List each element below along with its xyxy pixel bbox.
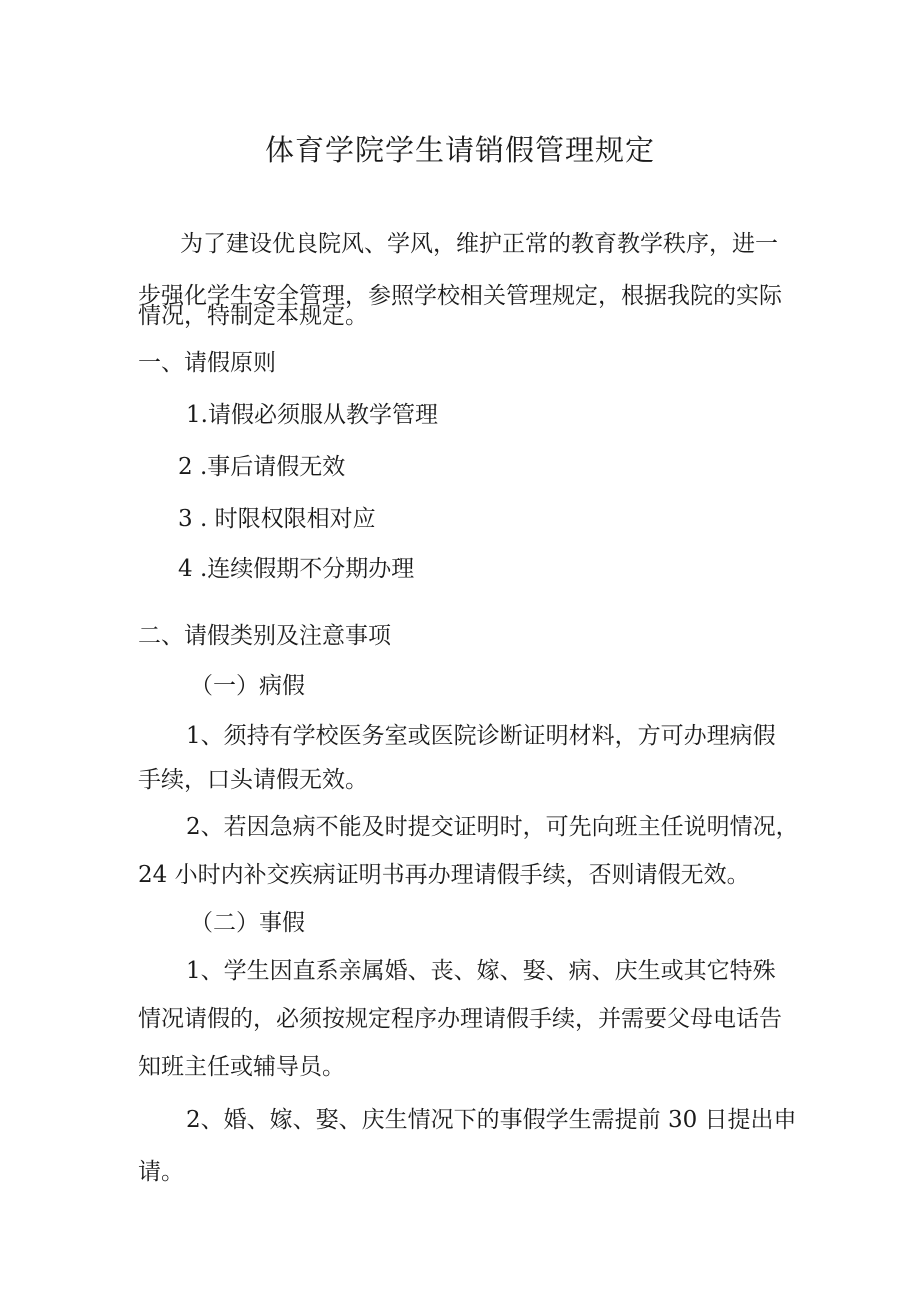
list-item: 1.请假必须服从教学管理 [186,402,438,428]
paragraph-line: 1、须持有学校医务室或医院诊断证明材料，方可办理病假 [186,723,776,749]
list-item: 2 .事后请假无效 [178,454,346,480]
paragraph-line: 请。 [138,1159,184,1185]
paragraph-line: 情况请假的，必须按规定程序办理请假手续，并需要父母电话告 [138,1006,782,1032]
paragraph-line: 2、婚、嫁、娶、庆生情况下的事假学生需提前 30 日提出申 [186,1107,797,1133]
list-item: 4 .连续假期不分期办理 [178,556,415,582]
document-title: 体育学院学生请销假管理规定 [264,133,655,167]
paragraph-line: 24 小时内补交疾病证明书再办理请假手续，否则请假无效。 [138,862,750,888]
intro-line: 步强化学生安全管理，参照学校相关管理规定，根据我院的实际 [138,283,782,309]
paragraph-line: 1、学生因直系亲属婚、丧、嫁、娶、病、庆生或其它特殊 [186,958,776,984]
paragraph-line: 知班主任或辅导员。 [138,1054,345,1080]
subsection-heading: （二）事假 [190,910,305,936]
subsection-heading: （一）病假 [190,673,305,699]
list-item: 3 . 时限权限相对应 [178,506,376,532]
intro-line: 情况，特制定本规定。 [138,303,368,329]
paragraph-line: 手续，口头请假无效。 [138,767,368,793]
section-heading: 一、请假原则 [138,350,276,376]
section-heading: 二、请假类别及注意事项 [138,623,391,649]
paragraph-line: 2、若因急病不能及时提交证明时，可先向班主任说明情况， [186,814,799,840]
intro-line: 为了建设优良院风、学风，维护正常的教育教学秩序，进一 [180,231,778,257]
